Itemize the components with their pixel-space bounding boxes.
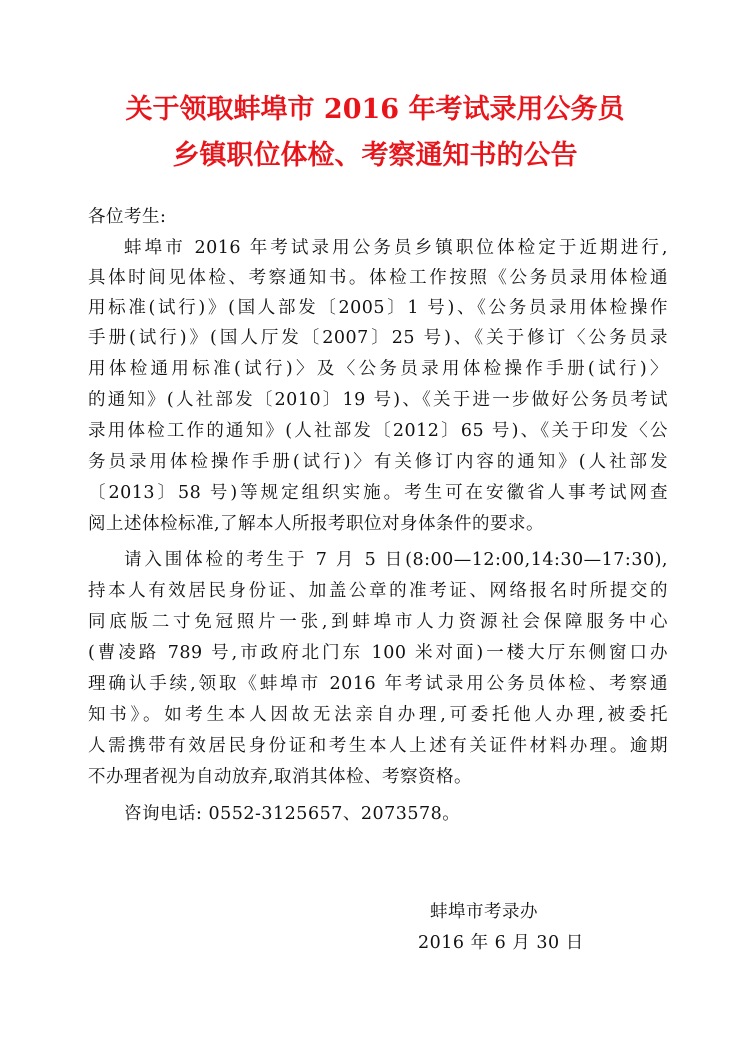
paragraph1-line: 蚌埠市 2016 年考试录用公务员乡镇职位体检定于近期进行, (124, 238, 668, 258)
salutation: 各位考生: (88, 207, 167, 227)
paragraph1-line: 录用体检工作的通知》(人社部发〔2012〕65 号)、《关于印发〈公 (88, 421, 668, 441)
paragraph2-line: (曹凌路 789 号,市政府北门东 100 米对面)一楼大厅东侧窗口办 (88, 643, 668, 663)
paragraph1-line: 阅上述体检标准,了解本人所报考职位对身体条件的要求。 (88, 514, 545, 534)
contact-phone: 咨询电话: 0552-3125657、2073578。 (124, 804, 461, 824)
paragraph2-line: 不办理者视为自动放弃,取消其体检、考察资格。 (88, 767, 473, 787)
paragraph2-line: 同底版二寸免冠照片一张,到蚌埠市人力资源社会保障服务中心 (88, 612, 668, 632)
paragraph1-line: 用标准(试行)》(国人部发〔2005〕1 号)、《公务员录用体检操作 (88, 298, 668, 318)
signature-date: 2016 年 6 月 30 日 (418, 933, 584, 953)
paragraph2-line: 理确认手续,领取《蚌埠市 2016 年考试录用公务员体检、考察通 (88, 674, 668, 694)
paragraph1-line: 务员录用体检操作手册(试行)〉有关修订内容的通知》(人社部发 (88, 452, 668, 472)
paragraph2-line: 持本人有效居民身份证、加盖公章的准考证、网络报名时所提交的 (88, 581, 668, 601)
paragraph1-line: 具体时间见体检、考察通知书。体检工作按照《公务员录用体检通 (88, 268, 668, 288)
signature-organization: 蚌埠市考录办 (430, 902, 538, 922)
paragraph2-line: 人需携带有效居民身份证和考生本人上述有关证件材料办理。逾期 (88, 736, 668, 756)
paragraph1-line: 用体检通用标准(试行)〉及〈公务员录用体检操作手册(试行)〉 (88, 359, 668, 379)
title-line-2: 乡镇职位体检、考察通知书的公告 (172, 140, 578, 171)
paragraph1-line: 的通知》(人社部发〔2010〕19 号)、《关于进一步做好公务员考试 (88, 390, 668, 410)
paragraph2-line: 请入围体检的考生于 7 月 5 日(8:00—12:00,14:30—17:30), (124, 550, 668, 570)
paragraph1-line: 手册(试行)》(国人厅发〔2007〕25 号)、《关于修订〈公务员录 (88, 328, 668, 348)
paragraph1-line: 〔2013〕58 号)等规定组织实施。考生可在安徽省人事考试网查 (88, 483, 668, 503)
title-line-1: 关于领取蚌埠市 2016 年考试录用公务员 (125, 94, 625, 125)
paragraph2-line: 知书》。如考生本人因故无法亲自办理,可委托他人办理,被委托 (88, 705, 668, 725)
